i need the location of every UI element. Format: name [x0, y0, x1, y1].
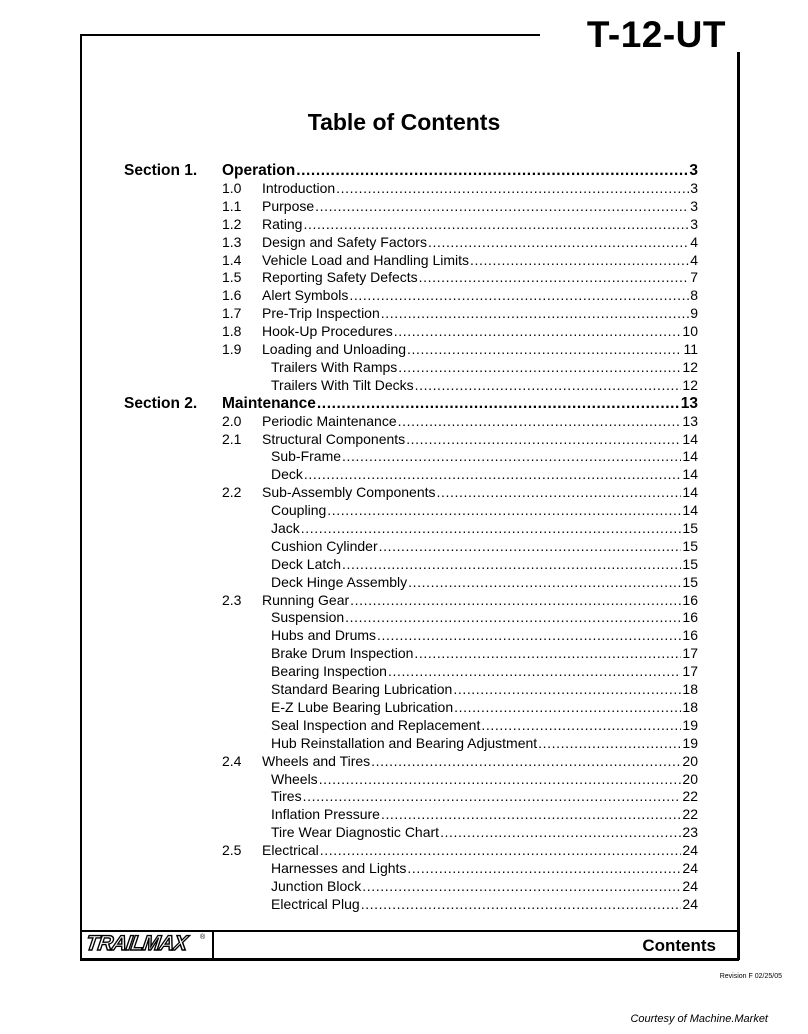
toc-row [0, 484, 808, 502]
toc-row [0, 753, 808, 771]
toc-entry [271, 663, 698, 681]
toc-entry [271, 699, 698, 717]
toc-row [0, 699, 808, 717]
toc-row [0, 574, 808, 592]
toc-entry [271, 788, 698, 806]
toc-leader-dots [388, 663, 681, 681]
toc-entry-title: Electrical [262, 842, 319, 859]
toc-section-row [0, 162, 808, 180]
toc-leader-dots [394, 323, 682, 341]
toc-page-number: 22 [682, 806, 698, 823]
toc-leader-dots [371, 753, 681, 771]
toc-number: 2.4 [222, 752, 242, 769]
registered-mark: ® [200, 934, 206, 941]
toc-entry [271, 574, 698, 592]
toc-row [0, 448, 808, 466]
toc-leader-dots [304, 466, 682, 484]
toc-number: 1.7 [222, 305, 242, 322]
toc-row [0, 735, 808, 753]
toc-leader-dots [481, 717, 681, 735]
toc-leader-dots [342, 448, 681, 466]
toc-number: 2.2 [222, 484, 242, 501]
toc-leader-dots [320, 842, 682, 860]
toc-entry-title: Bearing Inspection [271, 663, 387, 680]
toc-entry-title: Coupling [271, 502, 327, 519]
toc-entry-title: Deck [271, 466, 303, 483]
toc-entry [262, 198, 698, 216]
toc-row [0, 824, 808, 842]
toc-entry-title: Hub Reinstallation and Bearing Adjustment [271, 734, 538, 751]
toc-entry [271, 538, 698, 556]
toc-page-number: 18 [682, 681, 698, 698]
toc-row [0, 609, 808, 627]
trailmax-logo [86, 930, 210, 958]
toc-entry [271, 556, 698, 574]
toc-entry-title: Introduction [262, 180, 336, 196]
toc-page-number: 19 [682, 716, 698, 733]
toc-page-number: 14 [682, 466, 698, 483]
toc-entry-title: Inflation Pressure [271, 806, 380, 823]
toc-entry [271, 645, 698, 663]
toc-entry [271, 448, 698, 466]
toc-page-number: 10 [682, 323, 698, 340]
toc-page-number: 22 [682, 788, 698, 805]
toc-entry [271, 466, 698, 484]
toc-row [0, 788, 808, 806]
toc-page-number: 24 [682, 895, 698, 912]
toc-page-number: 12 [682, 358, 698, 375]
toc-entry [271, 824, 698, 842]
toc-number: 1.9 [222, 341, 242, 358]
toc-page-number: 24 [682, 877, 698, 894]
toc-leader-dots [319, 771, 682, 789]
toc-leader-dots [407, 860, 681, 878]
toc-entry [262, 431, 698, 449]
toc-entry-title: Wheels and Tires [262, 752, 371, 769]
toc-entry [262, 269, 698, 287]
toc-row [0, 466, 808, 484]
toc-row [0, 896, 808, 914]
toc-page-number: 3 [689, 162, 698, 179]
toc-row [0, 287, 808, 305]
toc-page-number: 15 [682, 520, 698, 537]
toc-number: 1.0 [222, 180, 242, 196]
frame-top-rule [80, 34, 540, 36]
toc-entry-title: Suspension [271, 609, 345, 626]
logo-wordmark: TRAILMAX [84, 932, 189, 955]
toc-entry [271, 878, 698, 896]
courtesy-note: Courtesy of Machine.Market [630, 1013, 768, 1025]
toc-entry-title: Cushion Cylinder [271, 537, 378, 554]
toc-entry [271, 735, 698, 753]
toc-row [0, 860, 808, 878]
toc-number: 2.0 [222, 412, 242, 429]
toc-page-number: 17 [682, 645, 698, 662]
toc-row [0, 377, 808, 395]
toc-leader-dots [408, 574, 681, 592]
toc-entry-title: Operation [222, 162, 296, 179]
toc-row [0, 431, 808, 449]
toc-entry-title: Deck Latch [271, 555, 342, 572]
toc-entry [262, 305, 698, 323]
toc-entry [271, 771, 698, 789]
toc-entry [222, 395, 698, 413]
toc-entry-title: Periodic Maintenance [262, 412, 397, 429]
toc-page-number: 20 [682, 752, 698, 769]
toc-page-number: 15 [682, 555, 698, 572]
toc-leader-dots [470, 252, 689, 270]
toc-entry-title: Structural Components [262, 430, 406, 447]
toc-page-number: 16 [682, 609, 698, 626]
toc-row [0, 538, 808, 556]
toc-leader-dots [301, 520, 682, 538]
page-title: Table of Contents [307, 109, 501, 135]
toc-entry-title: Purpose [262, 197, 315, 214]
toc-page-number: 3 [690, 215, 698, 232]
toc-entry-title: Hook-Up Procedures [262, 323, 393, 340]
toc-page-number: 14 [682, 430, 698, 447]
toc-number: 2.3 [222, 591, 242, 608]
toc-entry-title: Electrical Plug [271, 895, 360, 912]
toc-entry-title: Deck Hinge Assembly [271, 573, 408, 590]
toc-entry [262, 413, 698, 431]
toc-entry [271, 806, 698, 824]
toc-page-number: 14 [682, 448, 698, 465]
toc-entry-title: Tires [271, 788, 302, 805]
toc-number: 1.4 [222, 251, 242, 268]
toc-entry [262, 180, 698, 198]
toc-entry [262, 323, 698, 341]
toc-page-number: 13 [680, 394, 698, 412]
toc-row [0, 681, 808, 699]
toc-page-number: 4 [690, 233, 698, 250]
toc-entry [271, 896, 698, 914]
toc-leader-dots [414, 645, 681, 663]
toc-leader-dots [349, 287, 689, 305]
toc-row [0, 627, 808, 645]
toc-page-number: 12 [682, 376, 698, 393]
toc-page-number: 17 [682, 663, 698, 680]
toc-page-number: 24 [682, 842, 698, 859]
toc-entry [271, 377, 698, 395]
toc-entry [262, 753, 698, 771]
footer-bottom-rule [80, 958, 739, 961]
toc-entry [262, 287, 698, 305]
logo-divider [212, 930, 214, 958]
toc-page-number: 9 [690, 305, 698, 322]
toc-entry-title: Tire Wear Diagnostic Chart [271, 824, 440, 841]
toc-leader-dots [428, 234, 689, 252]
toc-entry [271, 609, 698, 627]
toc-row [0, 878, 808, 896]
toc-page-number: 3 [690, 197, 698, 214]
toc-entry [262, 484, 698, 502]
toc-leader-dots [440, 824, 681, 842]
toc-entry-title: Design and Safety Factors [262, 233, 427, 250]
toc-leader-dots [303, 788, 682, 806]
toc-leader-dots [538, 735, 681, 753]
toc-entry-title: Seal Inspection and Replacement [271, 716, 481, 733]
model-number: T-12-UT [586, 14, 726, 55]
toc-number: 2.5 [222, 842, 242, 859]
toc-page-number: 15 [682, 537, 698, 554]
toc-entry [271, 717, 698, 735]
toc-row [0, 842, 808, 860]
toc-entry [262, 234, 698, 252]
toc-entry-title: Brake Drum Inspection [271, 645, 414, 662]
toc-leader-dots [415, 377, 682, 395]
toc-entry [271, 502, 698, 520]
toc-row [0, 341, 808, 359]
toc-entry [271, 520, 698, 538]
toc-leader-dots [296, 162, 688, 180]
toc-page-number: 23 [682, 824, 698, 841]
toc-page-number: 3 [690, 180, 698, 196]
toc-leader-dots [350, 592, 681, 610]
toc-section-label: Section 1. [124, 162, 198, 179]
toc-page-number: 7 [690, 269, 698, 286]
toc-entry-title: Junction Block [271, 877, 362, 894]
toc-leader-dots [336, 180, 689, 198]
toc-entry-title: Loading and Unloading [262, 341, 407, 358]
toc-page-number: 16 [682, 591, 698, 608]
toc-leader-dots [453, 681, 681, 699]
toc-row [0, 359, 808, 377]
toc-entry-title: Trailers With Tilt Decks [271, 376, 414, 393]
toc-page-number: 11 [683, 341, 698, 358]
toc-leader-dots [398, 359, 681, 377]
toc-page-number: 15 [682, 573, 698, 590]
toc-leader-dots [303, 216, 689, 234]
toc-row [0, 520, 808, 538]
toc-page-number: 24 [682, 859, 698, 876]
toc-row [0, 502, 808, 520]
toc-leader-dots [406, 431, 681, 449]
toc-entry [271, 860, 698, 878]
toc-entry [271, 627, 698, 645]
toc-leader-dots [361, 896, 682, 914]
toc-number: 1.8 [222, 323, 242, 340]
toc-leader-dots [315, 198, 689, 216]
toc-leader-dots [381, 305, 689, 323]
toc-row [0, 198, 808, 216]
toc-page-number: 13 [682, 412, 698, 429]
toc-entry-title: Hubs and Drums [271, 627, 377, 644]
toc-number: 2.1 [222, 430, 242, 447]
toc-leader-dots [381, 806, 681, 824]
toc-page-number: 20 [682, 770, 698, 787]
toc-page-number: 19 [682, 734, 698, 751]
toc-entry-title: Maintenance [222, 394, 316, 412]
toc-row [0, 252, 808, 270]
toc-section-label: Section 2. [124, 394, 198, 412]
toc-number: 1.3 [222, 233, 242, 250]
toc-leader-dots [362, 878, 681, 896]
toc-entry-title: Wheels [271, 770, 318, 787]
toc-leader-dots [407, 341, 682, 359]
toc-number: 1.5 [222, 269, 242, 286]
toc-entry [262, 592, 698, 610]
toc-row [0, 717, 808, 735]
toc-page-number: 8 [690, 287, 698, 304]
toc-leader-dots [398, 413, 682, 431]
revision-note: Revision F 02/25/05 [719, 973, 782, 980]
toc-page-number: 14 [682, 502, 698, 519]
toc-entry-title: Jack [271, 520, 300, 537]
toc-page-number: 14 [682, 484, 698, 501]
toc-leader-dots [317, 395, 680, 413]
toc-row [0, 269, 808, 287]
toc-entry-title: Sub-Frame [271, 448, 342, 465]
toc-entry [271, 359, 698, 377]
toc-row [0, 234, 808, 252]
toc-entry [262, 341, 698, 359]
toc-entry [222, 162, 698, 180]
toc-row [0, 645, 808, 663]
toc-page-number: 18 [682, 698, 698, 715]
toc-row [0, 556, 808, 574]
toc-entry-title: Vehicle Load and Handling Limits [262, 251, 470, 268]
toc-entry [262, 216, 698, 234]
toc-row [0, 323, 808, 341]
toc-entry-title: Sub-Assembly Components [262, 484, 436, 501]
toc-entry-title: Running Gear [262, 591, 350, 608]
toc-page-number: 16 [682, 627, 698, 644]
toc-entry [271, 681, 698, 699]
toc-entry [262, 252, 698, 270]
toc-row [0, 663, 808, 681]
toc-page-number: 4 [690, 251, 698, 268]
toc-entry-title: Reporting Safety Defects [262, 269, 418, 286]
toc-leader-dots [379, 538, 682, 556]
toc-number: 1.1 [222, 197, 242, 214]
toc-entry-title: Harnesses and Lights [271, 859, 407, 876]
toc-entry-title: Standard Bearing Lubrication [271, 681, 453, 698]
toc-leader-dots [342, 556, 681, 574]
toc-leader-dots [345, 609, 681, 627]
toc-row [0, 413, 808, 431]
toc-row [0, 806, 808, 824]
toc-entry-title: Pre-Trip Inspection [262, 305, 380, 322]
toc-leader-dots [454, 699, 681, 717]
toc-entry-title: Trailers With Ramps [271, 358, 398, 375]
toc-entry-title: E-Z Lube Bearing Lubrication [271, 698, 454, 715]
toc-entry-title: Alert Symbols [262, 287, 349, 304]
toc-entry-title: Rating [262, 215, 303, 232]
toc-row [0, 180, 808, 198]
footer-section-name: Contents [642, 936, 716, 955]
toc-row [0, 305, 808, 323]
table-of-contents [0, 162, 808, 914]
toc-row [0, 216, 808, 234]
toc-entry [262, 842, 698, 860]
toc-leader-dots [327, 502, 681, 520]
toc-row [0, 771, 808, 789]
toc-number: 1.6 [222, 287, 242, 304]
toc-number: 1.2 [222, 215, 242, 232]
toc-section-row [0, 395, 808, 413]
toc-leader-dots [419, 269, 690, 287]
toc-row [0, 592, 808, 610]
toc-leader-dots [437, 484, 682, 502]
toc-leader-dots [377, 627, 681, 645]
